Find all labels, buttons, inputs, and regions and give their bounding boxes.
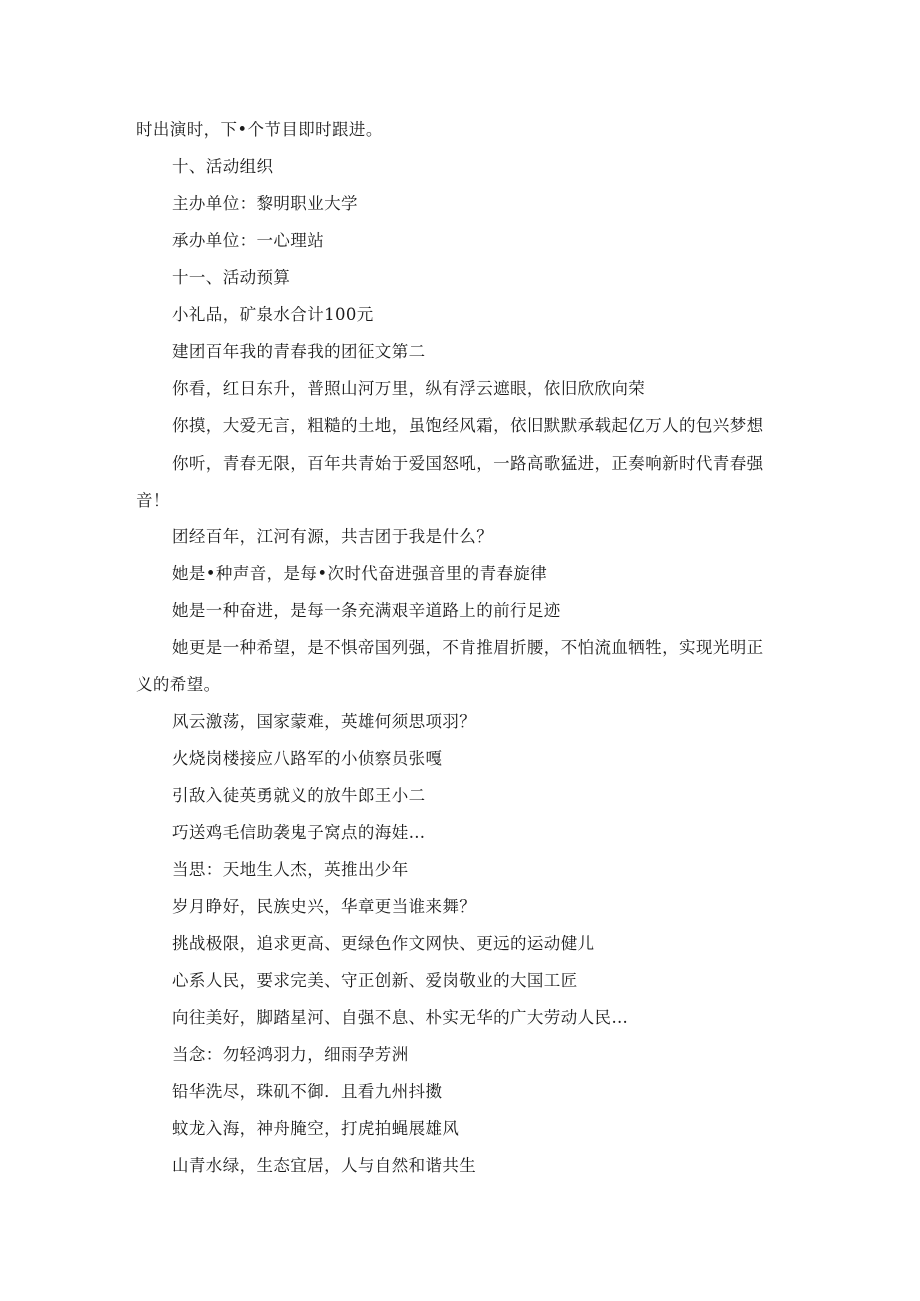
text-line-splendor: 铅华洗尽，珠矶不御．且看九州抖擞 [172,1082,443,1101]
section-heading-activity-budget: 十一、活动预算 [172,268,291,287]
text-line-look: 你看，红日东升，普照山河万里，纵有浮云遮眼，依旧欣欣向荣 [172,379,646,398]
text-line-voice: 她是•种声音，是每•次时代奋进强音里的青春旋律 [172,564,548,583]
text-line-progress: 她是一种奋进，是每一条充满艰辛道路上的前行足迹 [172,601,561,620]
text-line-listen-cont: 音！ [136,491,170,510]
text-line-dragon: 蚊龙入海，神舟腌空，打虎拍蝇展雄风 [172,1119,460,1138]
text-line-athletes: 挑战极限，追求更高、更绿色作文网快、更远的运动健儿 [172,934,595,953]
text-line-listen: 你听，青春无限，百年共青始于爱国怒吼，一路高歌猛进，正奏响新时代青春强 [172,454,764,473]
text-line-years: 岁月睁好，民族史兴，华章更当谁来舞？ [172,897,477,916]
text-line-hope-cont: 义的希望。 [136,675,221,694]
essay-title: 建团百年我的青春我的团征文第二 [172,342,426,361]
section-heading-activity-organization: 十、活动组织 [172,157,274,176]
text-line-wangxiaoer: 引敌入徒英勇就义的放牛郎王小二 [172,786,426,805]
text-line-budget: 小礼品，矿泉水合计100元 [172,305,374,324]
text-line-question: 团经百年，江河有源，共吉团于我是什么？ [172,527,494,546]
text-line-zhangga: 火烧岗楼接应八路军的小侦察员张嘎 [172,749,443,768]
text-line-think: 当思：天地生人杰，英推出少年 [172,860,409,879]
text-line-organizer: 主办单位：黎明职业大学 [172,194,358,213]
text-line-host: 承办单位：一心理站 [172,231,325,250]
text-line-touch: 你摸，大爱无言，粗糙的土地，虽饱经风霜，依旧默默承载起亿万人的包兴梦想 [172,416,764,435]
text-line-workers: 向往美好，脚踏星河、自强不息、朴实无华的广大劳动人民… [172,1008,629,1027]
text-line-remember: 当念：勿轻鸿羽力，细雨孕芳洲 [172,1045,409,1064]
text-line-turmoil: 风云激荡，国家蒙难，英雄何须思项羽？ [172,712,477,731]
text-line-green: 山青水绿，生态宜居，人与自然和谐共生 [172,1156,477,1175]
text-line-haiwa: 巧送鸡毛信助袭鬼子窝点的海娃… [172,823,426,842]
text-line-craftsmen: 心系人民，要求完美、守正创新、爱岗敬业的大国工匠 [172,971,578,990]
text-line-1: 时出演时，下•个节目即时跟进。 [136,120,383,139]
text-line-hope: 她更是一种希望，是不惧帝国列强，不肯推眉折腰，不怕流血牺牲，实现光明正 [172,638,764,657]
